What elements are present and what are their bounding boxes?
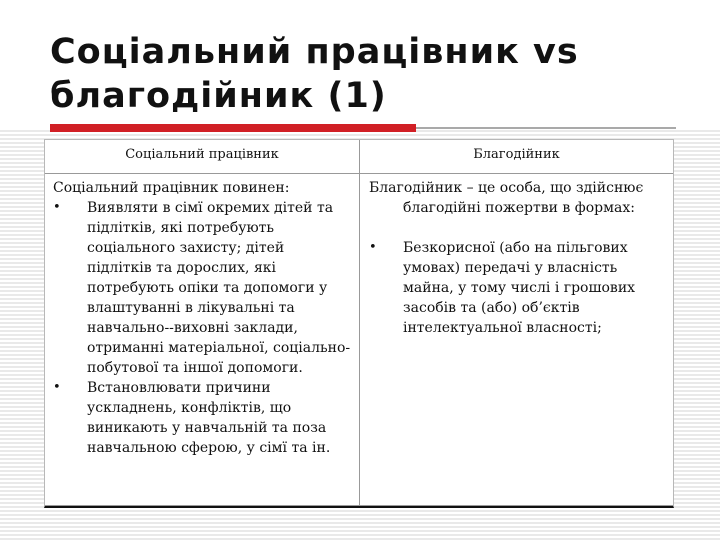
social-worker-intro: Соціальний працівник повинен:	[53, 180, 290, 196]
table-bottom-rule	[45, 505, 673, 506]
form-text: Безкорисної (або на пільгових умовах) передачі у власність майна, у тому числі і грошових засобів та (або) об’єктів інтелектуальної власності;	[403, 240, 636, 336]
column-divider	[359, 140, 360, 506]
header-divider	[45, 173, 673, 174]
title-underline-accent	[50, 124, 416, 132]
title-underline-rule	[416, 127, 676, 129]
social-worker-duties	[53, 198, 353, 458]
benefactor-forms	[369, 238, 665, 338]
bullet-icon: •	[53, 200, 61, 215]
duty-text: Виявляти в сімї окремих дітей та підлітків, які потребують соціального захисту; дітей підлітків та дорослих, які потребують опіки та допомоги у влаштуванні в лікувальні та навчально--виховні заклади, отриманні матеріальної, соціально-побутової та іншої допомоги.	[87, 200, 351, 376]
spacer	[369, 218, 665, 238]
comparison-table	[44, 139, 674, 508]
social-worker-cell	[53, 178, 353, 458]
list-item	[53, 378, 353, 458]
list-item	[369, 238, 665, 338]
list-item	[53, 198, 353, 378]
benefactor-cell	[369, 178, 665, 338]
duty-text: Встановлювати причини ускладнень, конфліктів, що виникають у навчальній та поза навчальною сферою, у сімї та ін.	[87, 380, 331, 456]
header-benefactor: Благодійник	[473, 147, 560, 162]
slide-title: Соціальний працівник vs благодійник (1)	[50, 32, 579, 116]
benefactor-intro: Благодійник – це особа, що здійснює благодійні пожертви в формах:	[369, 180, 644, 216]
bullet-icon: •	[369, 240, 377, 255]
bullet-icon: •	[53, 380, 61, 395]
header-social-worker: Соціальний працівник	[125, 147, 279, 162]
